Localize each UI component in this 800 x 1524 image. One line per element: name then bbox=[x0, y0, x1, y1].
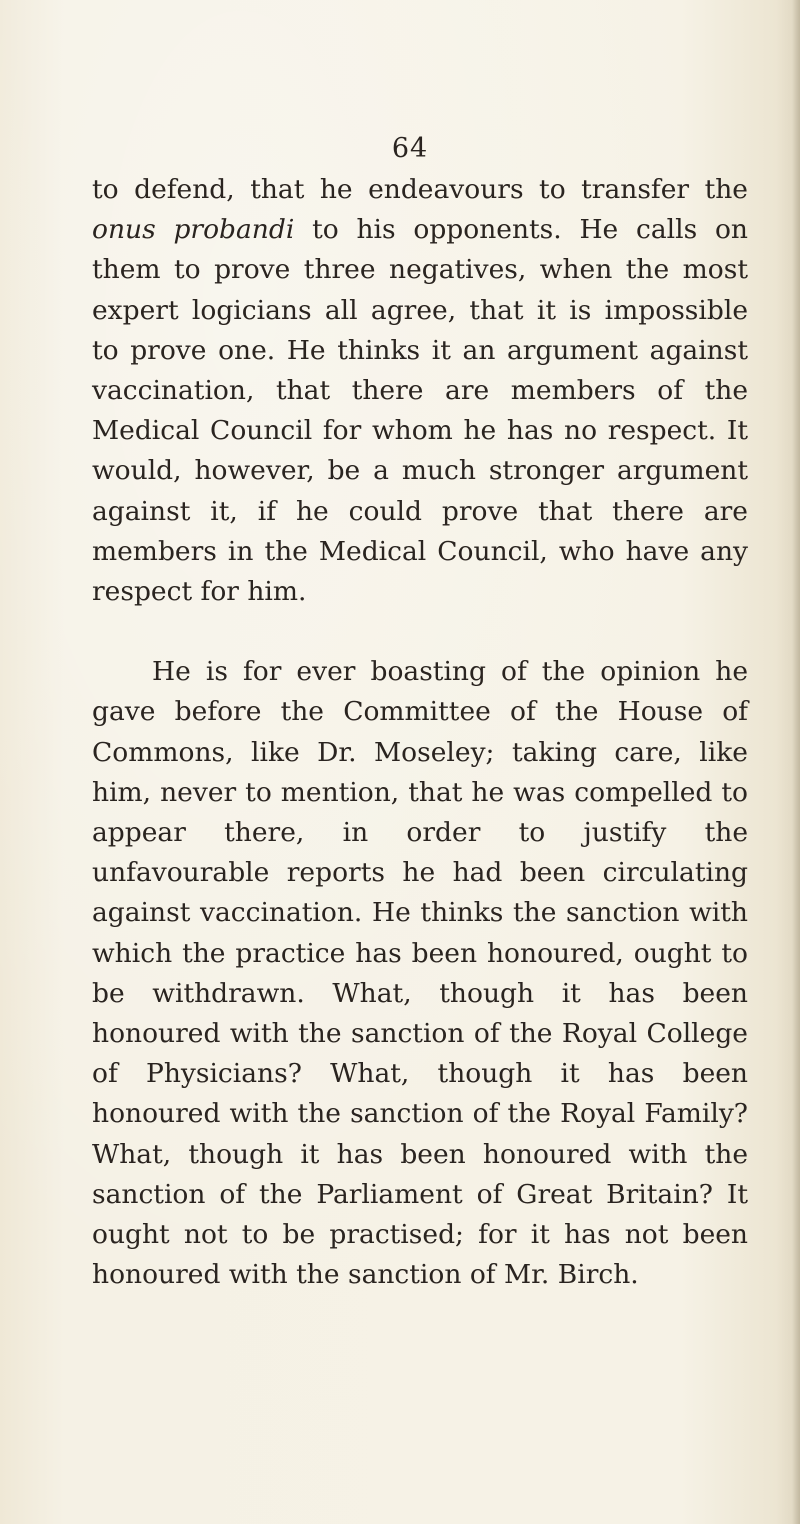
paragraph-1-segment-3: to his opponents. He calls on them to prove three negatives, when the most expert logicians all agree, that it is impossible to prove one. He thinks it an argument against vaccination, that there are members of the Medical Council for whom he has no respect. It would, however, be a much stronger argument against it, if he could prove that there are members in the Medical Council, who have any respect for him. bbox=[92, 214, 748, 608]
paragraph-2 bbox=[92, 652, 748, 1295]
page-number: 64 bbox=[391, 133, 429, 164]
page-edge-shadow bbox=[792, 0, 800, 1524]
paragraph-1 bbox=[92, 170, 748, 612]
body-text bbox=[92, 170, 748, 1295]
paragraph-2-segment-1: He is for ever boasting of the opinion he gave before the Committee of the House of Commons, like Dr. Moseley; taking care, like him, never to mention, that he was compelled to appear there, in order to justify the unfavourable reports he had been circulating against vaccination. He thinks the sanction with which the practice has been honoured, ought to be withdrawn. What, though it has been honoured with the sanction of the Royal College of Physicians? What, though it has been honoured with the sanction of the Royal Family? What, though it has been honoured with the sanction of the Parliament of Great Britain? It ought not to be practised; for it has not been honoured with the sanction of Mr. Birch. bbox=[92, 656, 748, 1291]
paragraph-1-italic-phrase: onus probandi bbox=[92, 214, 295, 246]
paragraph-1-segment-1: to defend, that he endeavours to transfer the bbox=[92, 174, 748, 205]
